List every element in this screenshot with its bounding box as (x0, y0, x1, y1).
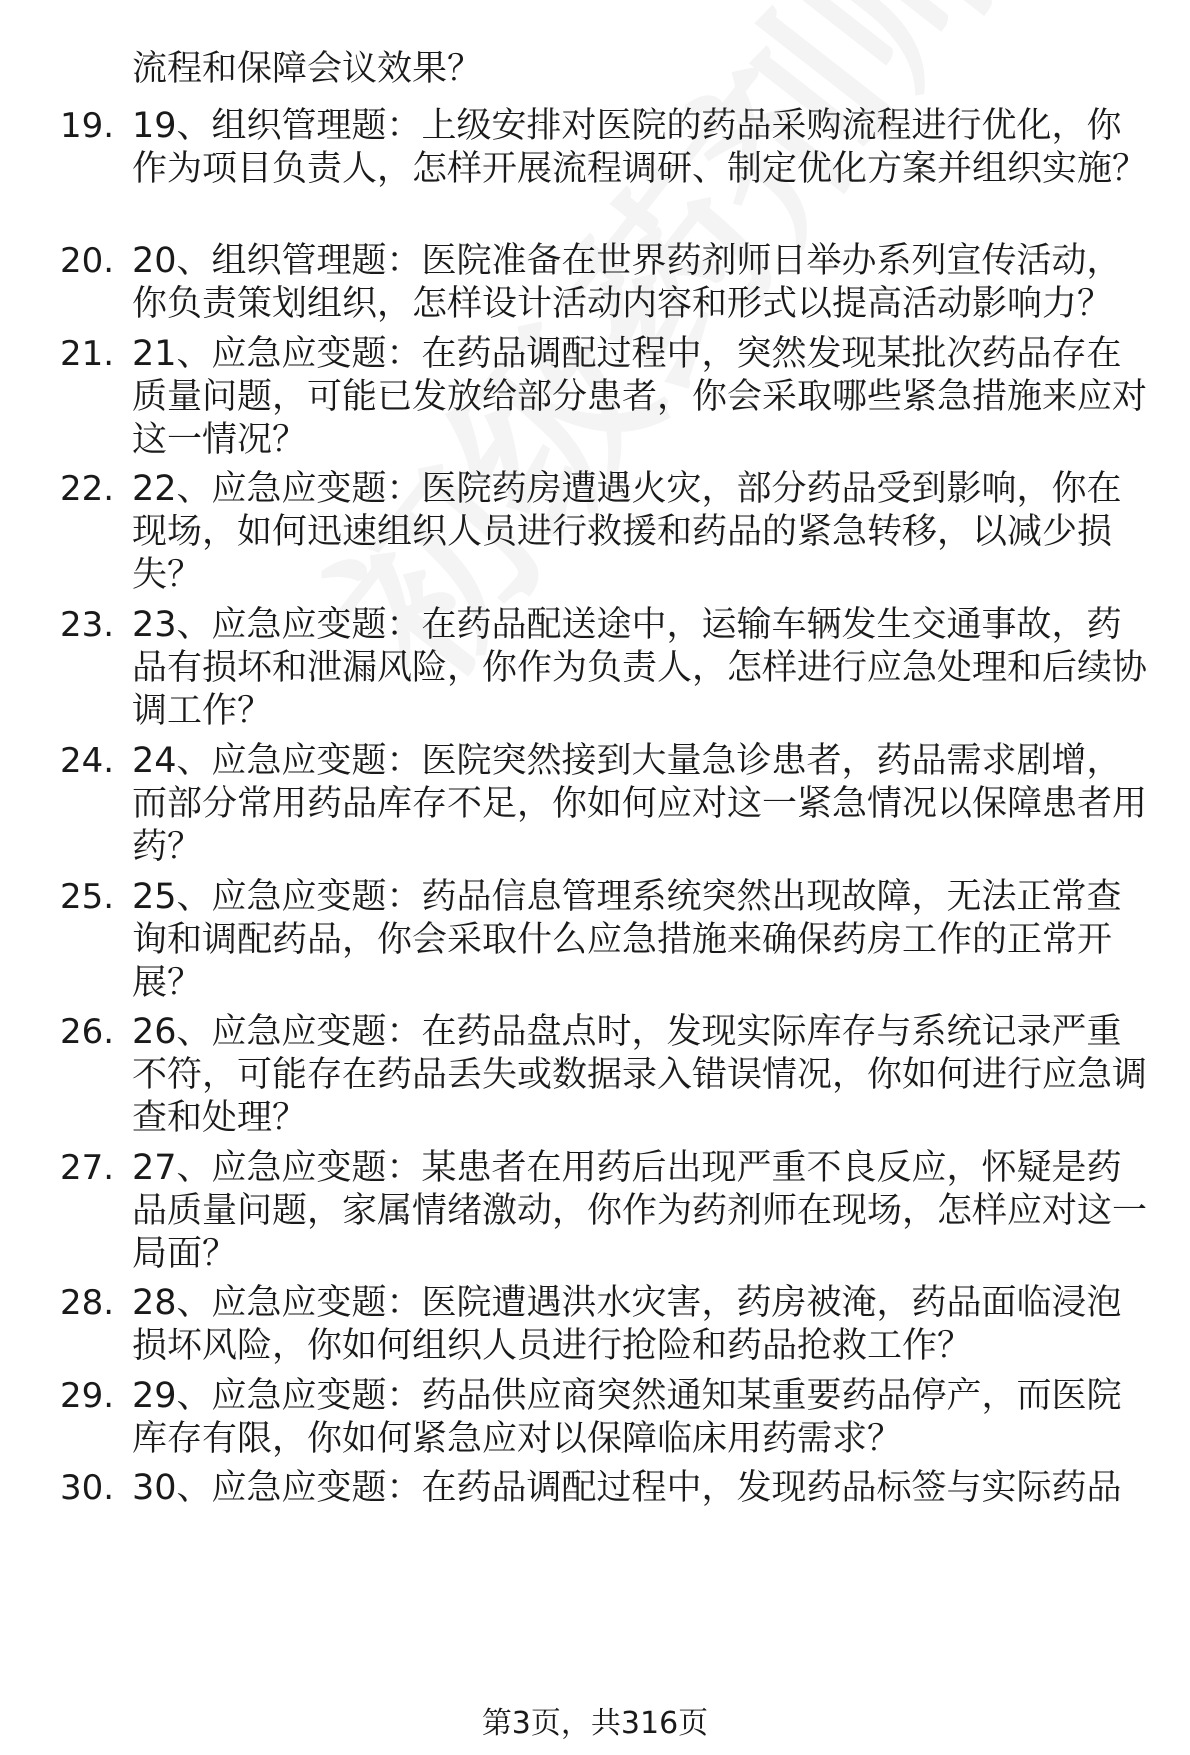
item-text: 26、应急应变题：在药品盘点时，发现实际库存与系统记录严重不符，可能存在药品丢失或数据录入错误情况，你如何进行应急调查和处理？ (132, 1012, 1148, 1138)
item-text: 25、应急应变题：药品信息管理系统突然出现故障，无法正常查询和调配药品，你会采取什么应急措施来确保药房工作的正常开展？ (132, 877, 1122, 1003)
item-number: 24. (60, 741, 115, 781)
item-number: 30. (60, 1468, 115, 1508)
item-text: 19、组织管理题：上级安排对医院的药品采购流程进行优化，你作为项目负责人，怎样开展流程调研、制定优化方案并组织实施？ (132, 106, 1148, 189)
item-text: 30、应急应变题：在药品调配过程中，发现药品标签与实际药品 (132, 1468, 1122, 1508)
item-number: 28. (60, 1283, 115, 1323)
continued-text: 流程和保障会议效果？ (132, 49, 483, 89)
item-text: 20、组织管理题：医院准备在世界药剂师日举办系列宣传活动，你负责策划组织，怎样设计活动内容和形式以提高活动影响力？ (132, 241, 1122, 324)
page-footer: 第3页，共316页 (481, 1706, 709, 1741)
item-text: 27、应急应变题：某患者在用药后出现严重不良反应，怀疑是药品质量问题，家属情绪激动，你作为药剂师在现场，怎样应对这一局面？ (132, 1148, 1148, 1274)
item-number: 23. (60, 605, 115, 645)
item-text: 21、应急应变题：在药品调配过程中，突然发现某批次药品存在质量问题，可能已发放给部分患者，你会采取哪些紧急措施来应对这一情况？ (132, 334, 1148, 460)
item-number: 26. (60, 1012, 115, 1052)
item-number: 21. (60, 334, 115, 374)
item-number: 25. (60, 877, 115, 917)
item-number: 20. (60, 241, 115, 281)
item-text: 28、应急应变题：医院遭遇洪水灾害，药房被淹，药品面临浸泡损坏风险，你如何组织人员进行抢险和药品抢救工作？ (132, 1283, 1122, 1366)
item-text: 23、应急应变题：在药品配送途中，运输车辆发生交通事故，药品有损坏和泄漏风险，你作为负责人，怎样进行应急处理和后续协调工作？ (132, 605, 1148, 731)
item-number: 19. (60, 106, 115, 146)
item-text: 22、应急应变题：医院药房遭遇火灾，部分药品受到影响，你在现场，如何迅速组织人员进行救援和药品的紧急转移，以减少损失？ (132, 469, 1122, 595)
item-text: 24、应急应变题：医院突然接到大量急诊患者，药品需求剧增，而部分常用药品库存不足，你如何应对这一紧急情况以保障患者用药？ (132, 741, 1148, 867)
item-number: 29. (60, 1376, 115, 1416)
item-text: 29、应急应变题：药品供应商突然通知某重要药品停产，而医院库存有限，你如何紧急应对以保障临床用药需求？ (132, 1376, 1122, 1459)
item-number: 22. (60, 469, 115, 509)
item-number: 27. (60, 1148, 115, 1188)
